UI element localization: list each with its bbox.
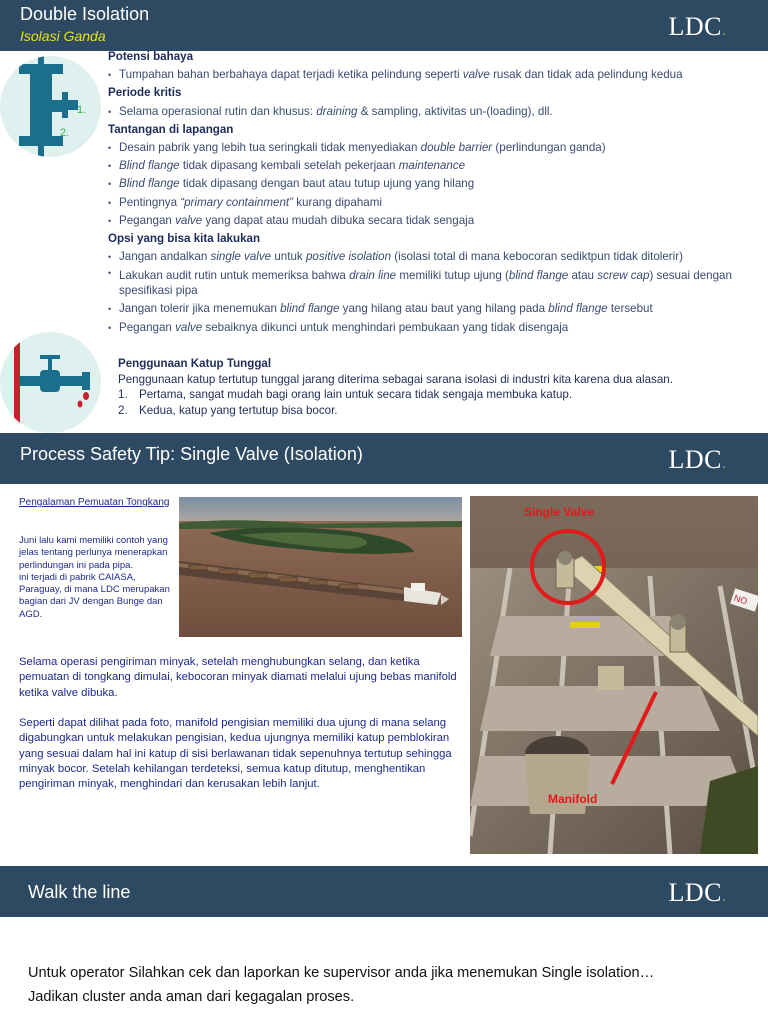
label-manifold: Manifold: [548, 792, 598, 806]
list-tantangan: [108, 139, 763, 230]
list-item: • Pegangan valve sebaiknya dikunci untuk menghindari pembukaan yang tidak disengaja: [108, 319, 763, 337]
list-item: • Jangan tolerir jika menemukan blind flange yang hilang atau baut yang hilang pada blind flange tersebut: [108, 300, 763, 318]
ldc-logo: LDC.: [668, 445, 726, 474]
paragraph-incident: Selama operasi pengiriman minyak, setelah menghubungkan selang, dan ketika pemuatan di tongkang dimulai, kebocoran minyak diamati melalui ujung bebas manifold ketika valve dibuka.: [19, 656, 457, 699]
list-item: • Selama operasional rutin dan khusus: draining & sampling, aktivitas un-(loading), dll.: [108, 103, 763, 121]
heading-periode: Periode kritis: [108, 86, 182, 100]
double-valve-icon: [0, 56, 101, 157]
intro-text: Penggunaan katup tertutup tunggal jarang diterima sebagai sarana isolasi di industri kita karena dua alasan.: [118, 372, 673, 386]
footer-message: [28, 962, 748, 1009]
heading-potensi: Potensi bahaya: [108, 50, 194, 63]
paragraph-explanation: Seperti dapat dilihat pada foto, manifold pengisian memiliki dua ujung di mana selang digabungkan untuk melakukan pengisian, kedua ujungnya memiliki katup pemblokiran yang sesuai dalam hal ini katup di sisi berlawanan tidak sepenuhnya tertutup sehingga minyak bocor. Setelah kehilangan terdeteksi, semua katup ditutup, menghentikan pengiriman minyak, menghindari dan kerusakan lebih lanjut.: [19, 717, 452, 791]
header-title: Process Safety Tip: Single Valve (Isolation): [20, 444, 363, 464]
list-potensi: [108, 66, 763, 84]
list-item: • Tumpahan bahan berbahaya dapat terjadi ketika pelindung seperti valve rusak dan tidak ada pelindung kedua: [108, 66, 763, 84]
header-walk-the-line: [0, 866, 768, 917]
list-item: • Pegangan valve yang dapat atau mudah dibuka secara tidak sengaja: [108, 212, 763, 230]
list-item: • Lakukan audit rutin untuk memeriksa bahwa drain line memiliki tutup ujung (blind flange atau screw cap) sesuai dengan spesifikasi pipa: [108, 266, 763, 300]
list-item: 1. Pertama, sangat mudah bagi orang lain untuk secara tidak sengaja membuka katup.: [118, 388, 573, 402]
ldc-logo: LDC.: [668, 878, 726, 907]
icon-label-1: 1.: [77, 104, 87, 116]
header-title: Walk the line: [28, 882, 131, 902]
list-item: • Desain pabrik yang lebih tua seringkali tidak menyediakan double barrier (perlindungan ganda): [108, 139, 763, 157]
heading-tantangan: Tantangan di lapangan: [108, 122, 234, 136]
single-valve-usage: [118, 356, 758, 418]
list-item: • Jangan andalkan single valve untuk positive isolation (isolasi total di mana kebocoran sediktpun tidak ditolerir): [108, 248, 763, 266]
footer-line-1: Untuk operator Silahkan cek dan laporkan ke supervisor anda jika menemukan Single isolation…: [28, 965, 655, 981]
reasons-list: [118, 387, 758, 418]
ldc-logo: LDC.: [668, 12, 726, 41]
no-sign-text: NO: [732, 592, 749, 607]
experience-body: Juni lalu kami memiliki contoh yang jelas tentang perlunya menerapkan perlindungan ini pada pipa. ini terjadi di pabrik CAIASA, Paraguay, di mana LDC merupakan bagian dari JV dengan Bunge dan AGD.: [19, 535, 170, 620]
header-title: Double Isolation: [20, 4, 150, 24]
list-item: 2. Kedua, katup yang tertutup bisa bocor.: [118, 403, 338, 417]
header-process-safety-tip: [0, 433, 768, 484]
header-double-isolation: [0, 0, 768, 51]
list-opsi: [108, 248, 763, 337]
list-item: • Blind flange tidak dipasang kembali setelah pekerjaan maintenance: [108, 157, 763, 175]
barge-photo: [179, 497, 462, 637]
double-isolation-content: [108, 48, 763, 337]
experience-title: Pengalaman Pemuatan Tongkang: [19, 497, 170, 508]
heading-katup-tunggal: Penggunaan Katup Tunggal: [118, 357, 272, 370]
list-periode: [108, 103, 763, 121]
list-item: • Blind flange tidak dipasang dengan baut atau tutup ujung yang hilang: [108, 175, 763, 193]
heading-opsi: Opsi yang bisa kita lakukan: [108, 232, 261, 246]
icon-label-2: 2.: [60, 127, 70, 139]
header-subtitle: Isolasi Ganda: [20, 28, 106, 44]
label-single-valve: Single Valve: [524, 505, 595, 519]
list-item: • Pentingnya “primary containment” kurang dipahami: [108, 194, 763, 212]
manifold-photo: [470, 496, 758, 854]
leaking-valve-icon: [0, 332, 101, 433]
footer-line-2: Jadikan cluster anda aman dari kegagalan proses.: [28, 988, 355, 1005]
